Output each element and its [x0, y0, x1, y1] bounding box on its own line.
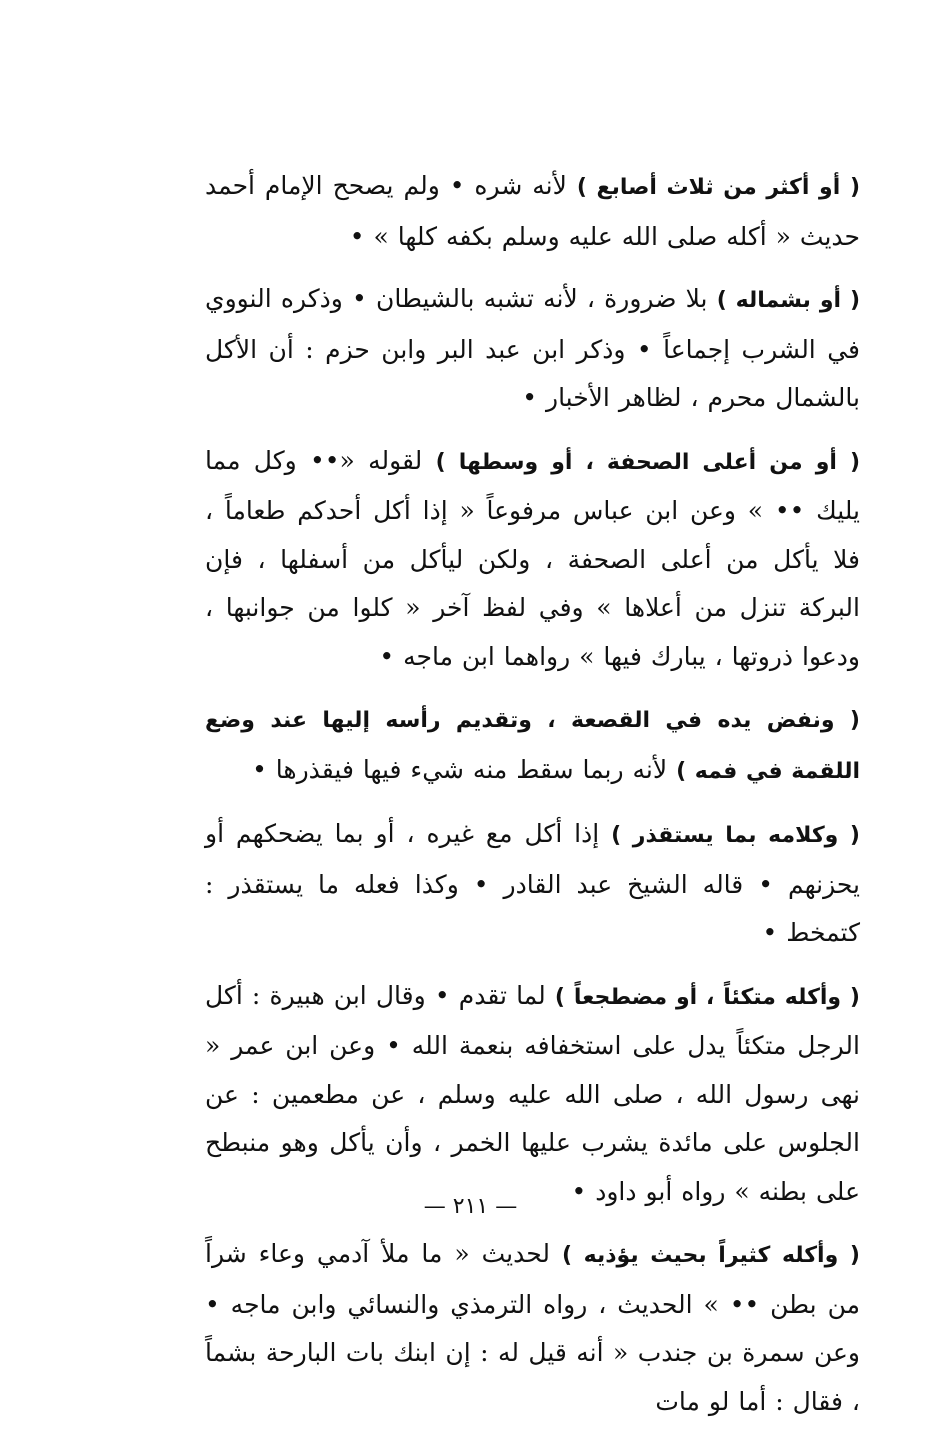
paragraph-3-lead: ( أو من أعلى الصحفة ، أو وسطها ) [435, 449, 860, 475]
paragraph-4-text: لأنه ربما سقط منه شيء فيها فيقذرها • [252, 754, 677, 784]
paragraph-4 [205, 695, 860, 796]
paragraph-3 [205, 437, 860, 682]
paragraph-2-lead: ( أو بشماله ) [716, 288, 860, 313]
paragraph-6-lead: ( وأكله متكئاً ، أو مضطجعاً ) [554, 984, 860, 1010]
paragraph-5 [205, 810, 860, 958]
paragraph-7-lead: ( وأكله كثيراً بحيث يؤذيه ) [561, 1243, 860, 1268]
paragraph-1-lead: ( أو أكثر من ثلاث أصابع ) [576, 175, 860, 200]
paragraph-5-text: إذا أكل مع غيره ، أو بما يضحكهم أو يحزنهم • قاله الشيخ عبد القادر • وكذا فعله ما يستقذر : كتمخط • [205, 819, 860, 947]
paragraph-5-lead: ( وكلامه بما يستقذر ) [611, 823, 860, 848]
paragraph-7 [205, 1230, 860, 1426]
paragraph-2-text: بلا ضرورة ، لأنه تشبه بالشيطان • وذكره النووي في الشرب إجماعاً • وذكر ابن عبد البر وابن حزم : أن الأكل بالشمال محرم ، لظاهر الأخبار • [205, 284, 860, 412]
paragraph-7-text: لحديث « ما ملأ آدمي وعاء شراً من بطن •• » الحديث ، رواه الترمذي والنسائي وابن ماجه • وعن سمرة بن جندب « أنه قيل له : إن ابنك بات البارحة بشماً ، فقال : أما لو مات [205, 1239, 860, 1416]
page-number: — ٢١١ — [423, 1194, 518, 1219]
paragraph-6-text: لما تقدم • وقال ابن هبيرة : أكل الرجل متكئاً يدل على استخفافه بنعمة الله • وعن ابن عمر « نهى رسول الله ، صلى الله عليه وسلم ، عن مطعمين : عن الجلوس على مائدة يشرب عليها الخمر ، وأن يأكل وهو منبطح على بطنه » رواه أبو داود • [205, 980, 860, 1206]
paragraph-1 [205, 162, 860, 261]
paragraph-4-lead: ( ونفض يده في القصعة ، وتقديم رأسه إليها عند وضع اللقمة في فمه ) [205, 708, 860, 784]
body-text [205, 162, 860, 1440]
paragraph-3-text: لقوله «•• وكل مما يليك •• » وعن ابن عباس مرفوعاً « إذا أكل أحدكم طعاماً ، فلا يأكل من أعلى الصحفة ، ولكن ليأكل من أسفلها ، فإن البركة تنزل من أعلاها » وفي لفظ آخر « كلوا من جوانبها ، ودعوا ذروتها ، يبارك فيها » رواهما ابن ماجه • [205, 445, 860, 671]
paragraph-2 [205, 275, 860, 423]
paragraph-6 [205, 972, 860, 1217]
paragraph-1-text: لأنه شره • ولم يصحح الإمام أحمد حديث « أكله صلى الله عليه وسلم بكفه كلها » • [205, 171, 860, 251]
